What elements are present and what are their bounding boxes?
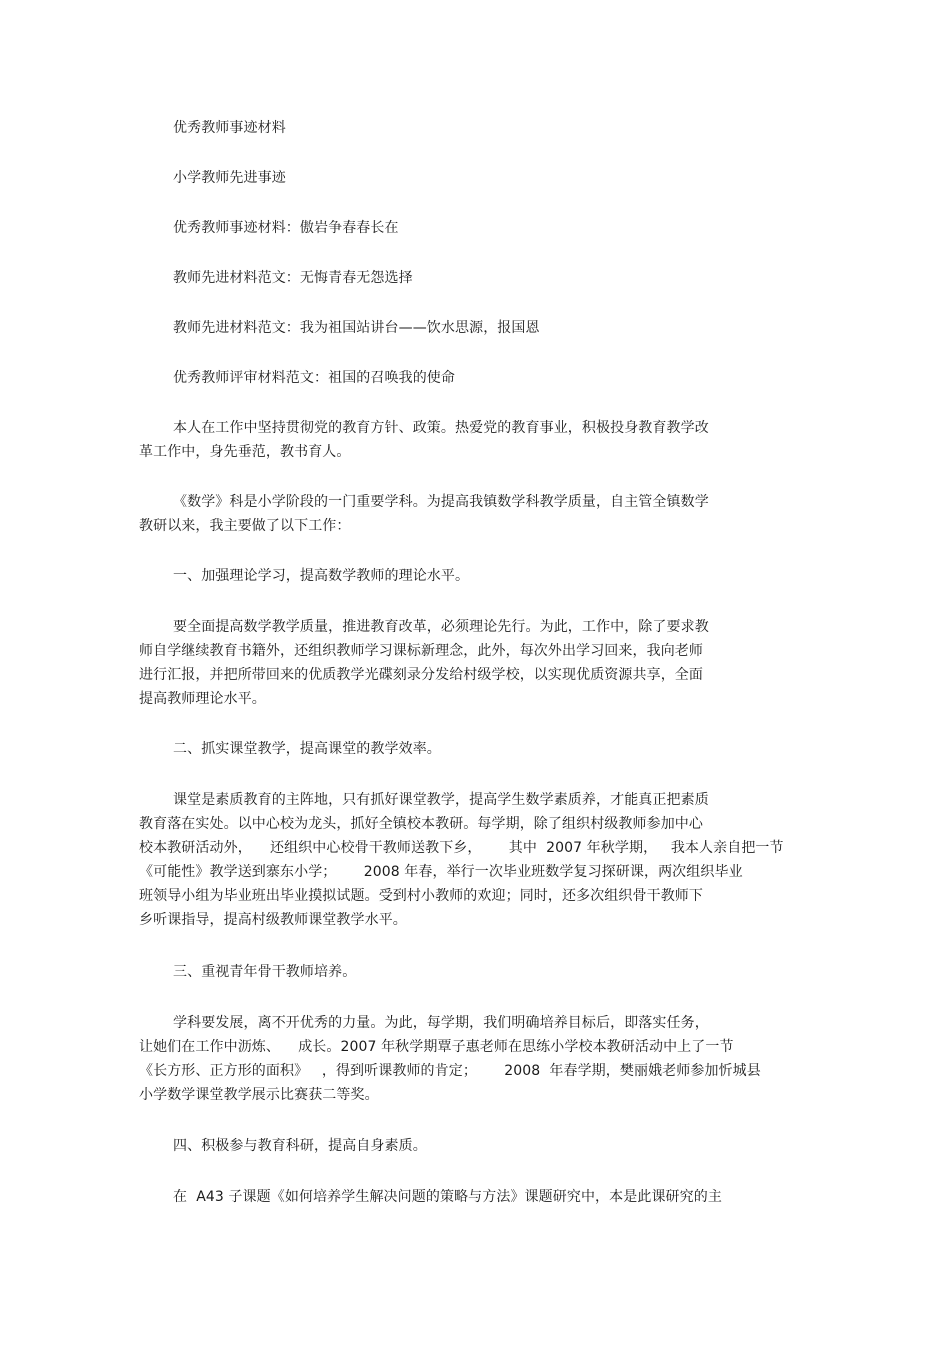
heading-3: 优秀教师事迹材料：傲岩争春春长在: [173, 220, 399, 236]
paragraph-8-line-3: 《长方形、正方形的面积》 ，得到听课教师的肯定； 2008 年春学期，樊丽娥老师参加忻城县: [139, 1063, 761, 1079]
heading-4: 教师先进材料范文：无悔青春无怨选择: [173, 270, 413, 286]
heading-1: 优秀教师事迹材料: [173, 120, 286, 136]
paragraph-6-line-4: 《可能性》教学送到寨东小学； 2008 年春，举行一次毕业班数学复习探研课，两次组织毕业: [139, 864, 743, 880]
paragraph-6-line-3: 校本教研活动外， 还组织中心校骨干教师送教下乡， 其中 2007 年秋学期， 我本人亲自把一节: [139, 840, 784, 856]
paragraph-10-line-1: 在 A43 子课题《如何培养学生解决问题的策略与方法》课题研究中，本是此课研究的主: [173, 1189, 722, 1205]
paragraph-2-line-1: 《数学》科是小学阶段的一门重要学科。为提高我镇数学科教学质量，自主管全镇数学: [173, 494, 709, 510]
paragraph-6-line-1: 课堂是素质教育的主阵地，只有抓好课堂教学，提高学生数学素质养，才能真正把素质: [173, 792, 709, 808]
section-heading-3: 三、重视青年骨干教师培养。: [173, 964, 357, 980]
paragraph-8-line-4: 小学数学课堂教学展示比赛获二等奖。: [139, 1087, 379, 1103]
paragraph-6-line-6: 乡听课指导，提高村级教师课堂教学水平。: [139, 912, 407, 928]
paragraph-4-line-4: 提高教师理论水平。: [139, 691, 266, 707]
heading-2: 小学教师先进事迹: [173, 170, 286, 186]
paragraph-4-line-2: 师自学继续教育书籍外，还组织教师学习课标新理念，此外，每次外出学习回来，我向老师: [139, 643, 703, 659]
paragraph-1-line-2: 革工作中，身先垂范，教书育人。: [139, 444, 351, 460]
paragraph-4-line-1: 要全面提高数学教学质量，推进教育改革，必须理论先行。为此，工作中，除了要求教: [173, 619, 709, 635]
paragraph-2-line-2: 教研以来，我主要做了以下工作：: [139, 518, 351, 534]
paragraph-8-line-1: 学科要发展，离不开优秀的力量。为此，每学期，我们明确培养目标后，即落实任务，: [173, 1015, 709, 1031]
paragraph-1-line-1: 本人在工作中坚持贯彻党的教育方针、政策。热爱党的教育事业，积极投身教育教学改: [173, 420, 709, 436]
section-heading-2: 二、抓实课堂教学，提高课堂的教学效率。: [173, 741, 441, 757]
heading-6: 优秀教师评审材料范文：祖国的召唤我的使命: [173, 370, 455, 386]
section-heading-4: 四、积极参与教育科研，提高自身素质。: [173, 1138, 427, 1154]
paragraph-6-line-5: 班领导小组为毕业班出毕业摸拟试题。受到村小教师的欢迎；同时，还多次组织骨干教师下: [139, 888, 703, 904]
paragraph-6-line-2: 教育落在实处。以中心校为龙头，抓好全镇校本教研。每学期，除了组织村级教师参加中心: [139, 816, 703, 832]
paragraph-4-line-3: 进行汇报，并把所带回来的优质教学光碟刻录分发给村级学校，以实现优质资源共享，全面: [139, 667, 703, 683]
paragraph-8-line-2: 让她们在工作中沥炼、 成长。2007 年秋学期覃子惠老师在思练小学校本教研活动中上了一节: [139, 1039, 734, 1055]
section-heading-1: 一、加强理论学习，提高数学教师的理论水平。: [173, 568, 470, 584]
heading-5: 教师先进材料范文：我为祖国站讲台——饮水思源，报国恩: [173, 320, 540, 336]
